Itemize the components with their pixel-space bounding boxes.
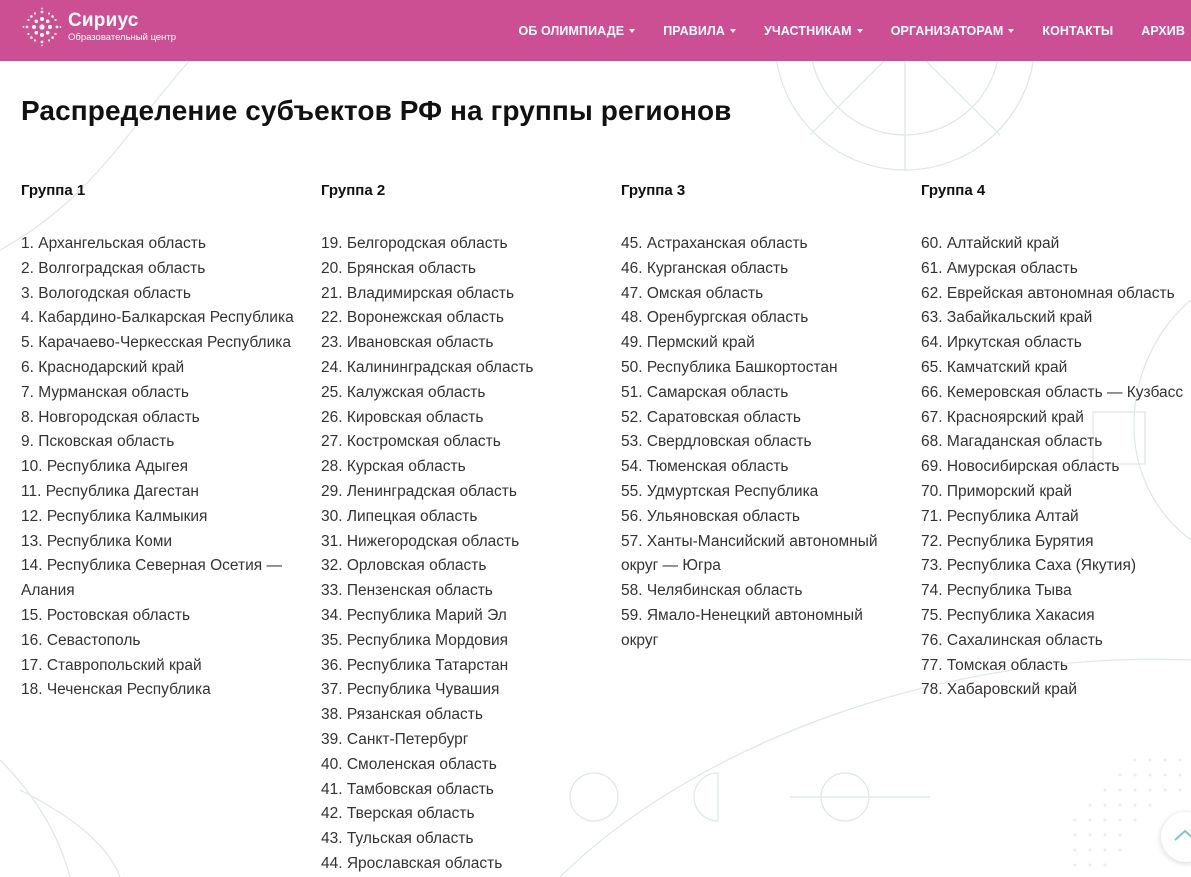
region-list-item: 42. Тверская область [321, 805, 475, 823]
group-title: Группа 3 [621, 182, 686, 199]
region-list-item: 66. Кемеровская область — Кузбасс [921, 383, 1184, 401]
region-list-item: 39. Санкт-Петербург [321, 730, 469, 748]
nav-item-label: ПРАВИЛА [663, 23, 725, 38]
region-list-item: 2. Волгоградская область [21, 259, 206, 277]
region-list-item: 6. Краснодарский край [21, 358, 185, 376]
nav-item-label: ОРГАНИЗАТОРАМ [890, 23, 1004, 38]
main-nav [519, 0, 1191, 61]
nav-item-label: КОНТАКТЫ [1042, 23, 1114, 38]
region-list [21, 232, 301, 703]
region-list-item: 55. Удмуртская Республика [621, 482, 819, 500]
nav-item-label: ОБ ОЛИМПИАДЕ [518, 23, 625, 38]
group-title: Группа 4 [921, 182, 986, 199]
region-list-item: 18. Чеченская Республика [21, 681, 211, 699]
caret-down-icon [857, 29, 863, 33]
region-list-item: 24. Калининградская область [321, 358, 534, 376]
region-list-item: 41. Тамбовская область [321, 780, 494, 798]
region-list-item: 38. Рязанская область [321, 706, 483, 724]
region-list-item: 60. Алтайский край [921, 235, 1060, 252]
region-list-item: 75. Республика Хакасия [921, 606, 1095, 624]
region-list-item: 54. Тюменская область [621, 458, 789, 476]
region-list-item: 69. Новосибирская область [921, 458, 1120, 476]
region-list-item: 63. Забайкальский край [921, 309, 1093, 327]
region-list-item: 17. Ставропольский край [21, 656, 202, 674]
region-list-item: 70. Приморский край [921, 482, 1073, 500]
caret-down-icon [629, 29, 635, 33]
region-list-item: 78. Хабаровский край [921, 681, 1078, 699]
caret-down-icon [1008, 29, 1014, 33]
group-4 [921, 182, 1191, 703]
region-list-item: 13. Республика Коми [21, 532, 173, 550]
group-title: Группа 1 [21, 182, 86, 199]
region-list-item: 1. Архангельская область [21, 235, 206, 252]
region-list-item: 47. Омская область [621, 284, 764, 302]
region-list-item: 44. Ярославская область [321, 854, 503, 872]
logo-name: Сириус [68, 9, 139, 31]
region-list-item: 19. Белгородская область [321, 235, 508, 252]
dots-burst-logo-icon [22, 7, 62, 47]
region-list-item: 67. Красноярский край [921, 408, 1084, 426]
region-list-item: 11. Республика Дагестан [21, 482, 199, 500]
nav-item-archive[interactable] [1141, 24, 1185, 38]
region-list-item: 49. Пермский край [621, 334, 755, 352]
region-list [621, 232, 901, 654]
region-list-item: 40. Смоленская область [321, 755, 497, 773]
logo-link[interactable] [22, 7, 176, 47]
region-list-item: 61. Амурская область [921, 259, 1078, 277]
region-list-item: 76. Сахалинская область [921, 631, 1103, 649]
region-list-item: 73. Республика Саха (Якутия) [921, 557, 1136, 575]
region-list-item: 31. Нижегородская область [321, 532, 520, 550]
region-list-item: 3. Вологодская область [21, 284, 191, 302]
region-list-item: 7. Мурманская область [21, 383, 189, 401]
region-list-item: 5. Карачаево-Черкесская Республика [21, 334, 292, 352]
region-list-item: 65. Камчатский край [921, 358, 1068, 376]
region-list-item: 37. Республика Чувашия [321, 681, 500, 699]
region-list-item: 74. Республика Тыва [921, 582, 1072, 600]
region-list-item: 26. Кировская область [321, 408, 484, 426]
region-list-item: 33. Пензенская область [321, 582, 493, 600]
group-2 [321, 182, 601, 877]
region-list-item: 72. Республика Бурятия [921, 532, 1094, 550]
region-list-item: 68. Магаданская область [921, 433, 1103, 451]
region-list-item: 46. Курганская область [621, 259, 789, 277]
region-list-item: 51. Самарская область [621, 383, 789, 401]
region-list-item: 23. Ивановская область [321, 334, 494, 352]
region-list-item: 36. Республика Татарстан [321, 656, 509, 674]
region-list-item: 57. Ханты-Мансийский автономный округ — Югра [621, 532, 878, 575]
region-list-item: 10. Республика Адыгея [21, 458, 188, 476]
region-list-item: 50. Республика Башкортостан [621, 358, 838, 376]
nav-item-organizers[interactable] [891, 24, 1015, 38]
region-list-item: 20. Брянская область [321, 259, 477, 277]
region-list-item: 71. Республика Алтай [921, 507, 1079, 525]
region-list-item: 12. Республика Калмыкия [21, 507, 208, 525]
region-list-item: 15. Ростовская область [21, 606, 191, 624]
caret-down-icon [730, 29, 736, 33]
region-list [921, 232, 1191, 703]
region-list-item: 45. Астраханская область [621, 235, 808, 252]
region-list-item: 34. Республика Марий Эл [321, 606, 507, 624]
region-list-item: 16. Севастополь [21, 631, 141, 649]
region-list-item: 48. Оренбургская область [621, 309, 809, 327]
region-list-item: 14. Республика Северная Осетия — Алания [21, 557, 282, 600]
region-list-item: 21. Владимирская область [321, 284, 515, 302]
chevron-up-icon [1173, 828, 1191, 842]
nav-item-contacts[interactable] [1042, 24, 1113, 38]
nav-item-rules[interactable] [663, 24, 736, 38]
region-list-item: 58. Челябинская область [621, 582, 803, 600]
region-list-item: 77. Томская область [921, 656, 1068, 674]
nav-item-about-olympiad[interactable] [519, 24, 636, 38]
region-list-item: 43. Тульская область [321, 830, 474, 848]
region-list-item: 22. Воронежская область [321, 309, 505, 327]
region-list-item: 28. Курская область [321, 458, 466, 476]
region-list-item: 9. Псковская область [21, 433, 175, 451]
nav-item-participants[interactable] [764, 24, 863, 38]
region-list-item: 53. Свердловская область [621, 433, 812, 451]
site-header [0, 0, 1191, 61]
logo-subtitle: Образовательный центр [68, 31, 177, 43]
region-list-item: 35. Республика Мордовия [321, 631, 509, 649]
group-3 [621, 182, 901, 654]
scroll-to-top-button[interactable] [1161, 812, 1191, 862]
region-list-item: 4. Кабардино-Балкарская Республика [21, 309, 294, 327]
region-list-item: 27. Костромская область [321, 433, 501, 451]
region-list-item: 52. Саратовская область [621, 408, 801, 426]
group-title: Группа 2 [321, 182, 386, 199]
region-list-item: 59. Ямало-Ненецкий автономный округ [621, 606, 863, 649]
group-1 [21, 182, 301, 703]
region-list-item: 62. Еврейская автономная область [921, 284, 1175, 302]
logo-text [68, 11, 176, 44]
region-list-item: 64. Иркутская область [921, 334, 1082, 352]
region-list-item: 8. Новгородская область [21, 408, 200, 426]
region-list-item: 29. Ленинградская область [321, 482, 517, 500]
region-list-item: 32. Орловская область [321, 557, 487, 575]
region-list-item: 56. Ульяновская область [621, 507, 800, 525]
nav-item-label: АРХИВ [1141, 23, 1185, 38]
nav-item-label: УЧАСТНИКАМ [763, 23, 852, 38]
region-list-item: 30. Липецкая область [321, 507, 478, 525]
region-list [321, 232, 601, 877]
region-list-item: 25. Калужская область [321, 383, 486, 401]
page-title: Распределение субъектов РФ на группы регионов [21, 95, 732, 126]
main-content [21, 92, 1184, 872]
